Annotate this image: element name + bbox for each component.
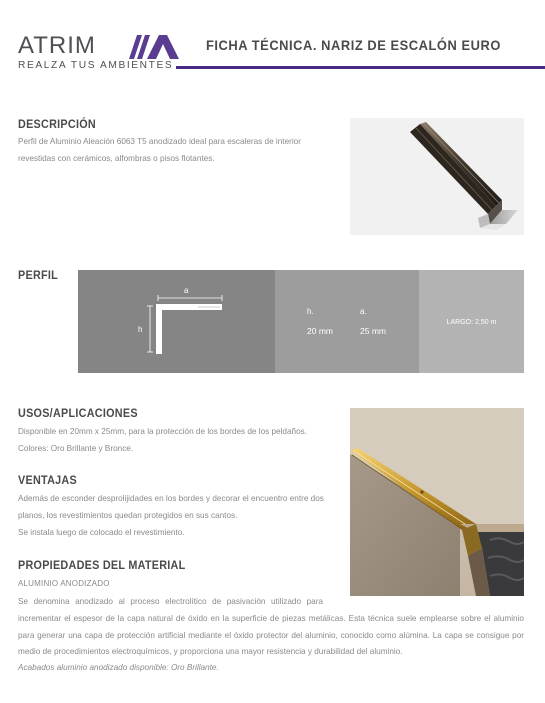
length-value: LARGO: 2,50 m [446, 319, 497, 326]
ventajas-line-1: Además de esconder desprolijidades en los bordes y decorar el encuentro entre dos [18, 494, 324, 503]
usos-line-2: Colores: Oro Brillante y Bronce. [18, 444, 134, 453]
height-value: 20 mm [307, 326, 333, 336]
installed-stair-nosing-image [350, 408, 524, 596]
usos-line-1: Disponible en 20mm x 25mm, para la protección de los bordes de los peldaños. [18, 427, 307, 436]
usos-heading: USOS/APLICACIONES [18, 406, 138, 420]
document-title: FICHA TÉCNICA. NARIZ DE ESCALÓN EURO [206, 37, 501, 53]
height-label: h. [307, 307, 314, 316]
descripcion-line-1: Perfil de Aluminio Aleación 6063 T5 anodizado ideal para escaleras de interior [18, 137, 301, 146]
profile-measures-cell [275, 270, 419, 373]
ventajas-line-2: planos, los revestimientos quedan protegidos en sus cantos. [18, 511, 238, 520]
descripcion-line-2: revestidas con cerámicos, alfombras o pisos flotantes. [18, 154, 215, 163]
propiedades-note: Acabados aluminio anodizado disponible: Oro Brillante. [18, 663, 219, 672]
width-value: 25 mm [360, 326, 386, 336]
product-photo [350, 118, 524, 235]
propiedades-line-1: Se denomina anodizado al proceso electrolítico de pasivación utilizado para [18, 597, 323, 606]
diagram-label-h: h [138, 325, 143, 334]
brand-name: ATRIM [18, 32, 96, 59]
profile-dimensions-table [78, 270, 524, 373]
diagram-label-a: a [184, 286, 189, 295]
propiedades-subheading: ALUMINIO ANODIZADO [18, 579, 110, 588]
l-profile-diagram [78, 270, 275, 373]
ventajas-line-3: Se instala luego de colocado el revestimiento. [18, 528, 185, 537]
propiedades-paragraph: incrementar el espesor de la capa natural de óxido en la superficie de piezas metálicas. Esta técnica suele emplearse sobre el aluminio para generar una capa de protección artificial mediante el óxido protector del aluminio, conocido como alúmina. La capa se consigue por medio de procedimientos electroquímicos, y proporciona una mayor resistencia y durabilidad del aluminio. [18, 614, 524, 656]
propiedades-heading: PROPIEDADES DEL MATERIAL [18, 558, 186, 572]
stair-nosing-profile-image [350, 118, 524, 235]
application-photo [350, 408, 524, 596]
brand-logo [18, 32, 174, 73]
profile-diagram-cell [78, 270, 275, 373]
title-underline [176, 66, 545, 69]
brand-tagline: REALZA TUS AMBIENTES [18, 60, 174, 71]
ventajas-heading: VENTAJAS [18, 473, 77, 487]
perfil-heading: PERFIL [18, 268, 59, 282]
width-label: a. [360, 307, 367, 316]
descripcion-heading: DESCRIPCIÓN [18, 117, 96, 131]
profile-length-cell [419, 270, 524, 373]
brand-mark-icon [129, 35, 179, 59]
